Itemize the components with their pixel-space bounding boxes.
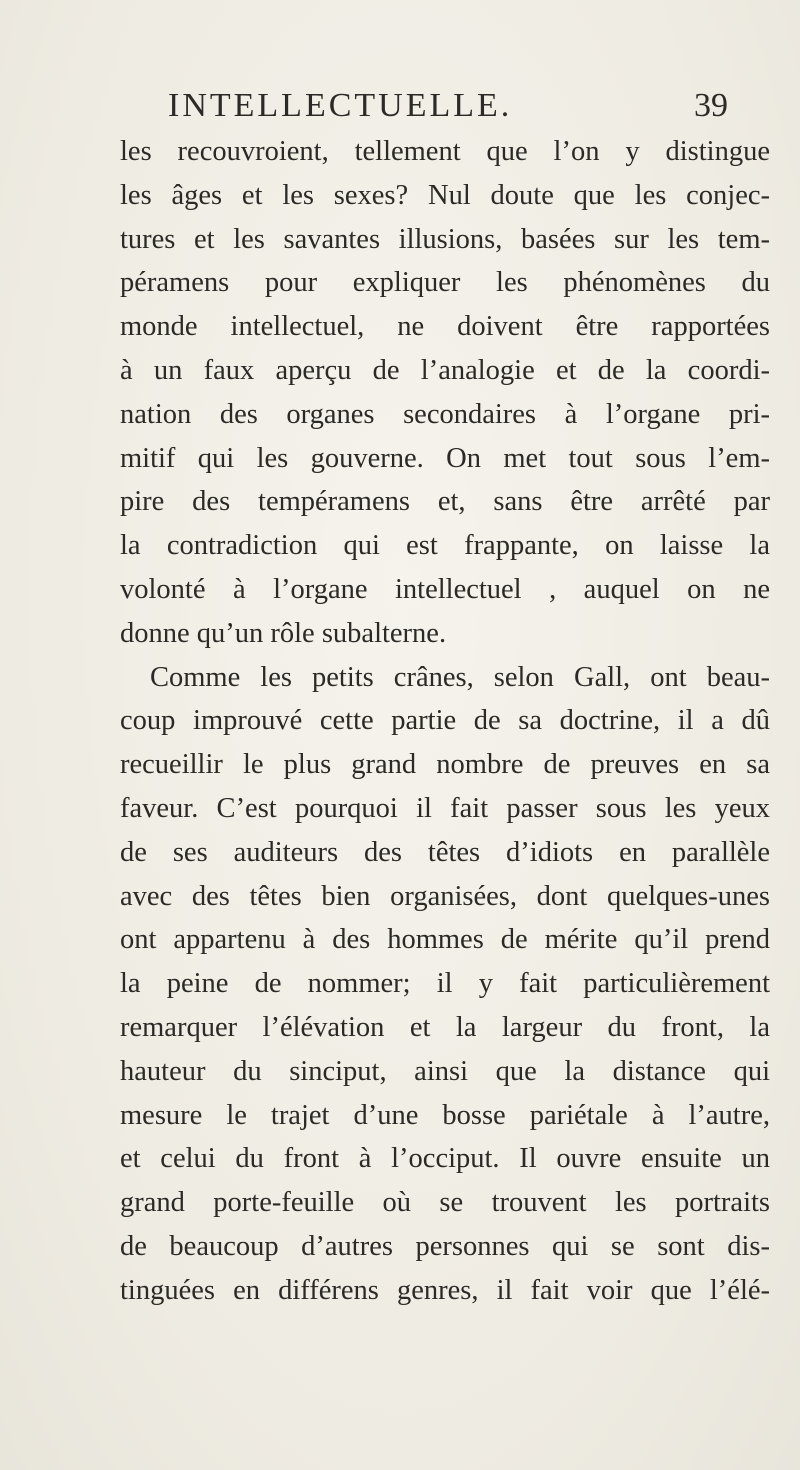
- text-line: tinguées en différens genres, il fait voir que l’élé-: [120, 1274, 770, 1306]
- text-line: à un faux aperçu de l’analogie et de la coordi-: [120, 354, 770, 386]
- text-line: Comme les petits crânes, selon Gall, ont beau-: [150, 661, 770, 693]
- text-line: les âges et les sexes? Nul doute que les conjec-: [120, 179, 770, 211]
- text-line: la contradiction qui est frappante, on laisse la: [120, 530, 770, 562]
- text-line: monde intellectuel, ne doivent être rapportées: [120, 311, 770, 343]
- text-line: nation des organes secondaires à l’organe pri-: [120, 398, 770, 430]
- text-line: recueillir le plus grand nombre de preuves en sa: [120, 749, 770, 781]
- text-line: donne qu’un rôle subalterne.: [120, 617, 447, 649]
- text-line: et celui du front à l’occiput. Il ouvre ensuite un: [120, 1143, 770, 1175]
- text-line: mesure le trajet d’une bosse pariétale à l’autre,: [120, 1099, 770, 1131]
- running-title: INTELLECTUELLE.: [168, 87, 513, 124]
- text-line: avec des têtes bien organisées, dont quelques-unes: [120, 880, 770, 912]
- text-line: de ses auditeurs des têtes d’idiots en parallèle: [120, 836, 770, 868]
- text-line: péramens pour expliquer les phénomènes du: [120, 267, 770, 299]
- text-line: volonté à l’organe intellectuel , auquel on ne: [120, 573, 770, 605]
- text-line: coup improuvé cette partie de sa doctrine, il a dû: [120, 705, 770, 737]
- text-line: pire des tempéramens et, sans être arrêté par: [120, 486, 770, 518]
- text-line: les recouvroient, tellement que l’on y distingue: [120, 136, 770, 167]
- text-line: tures et les savantes illusions, basées sur les tem-: [120, 223, 770, 255]
- text-line: grand porte-feuille où se trouvent les portraits: [120, 1187, 770, 1219]
- text-line: remarquer l’élévation et la largeur du front, la: [120, 1011, 770, 1043]
- text-line: de beaucoup d’autres personnes qui se sont dis-: [120, 1230, 770, 1262]
- body-text: [120, 130, 770, 1313]
- page-number: 39: [694, 87, 728, 124]
- text-line: ont appartenu à des hommes de mérite qu’il prend: [120, 924, 770, 956]
- running-head: [168, 86, 728, 126]
- text-line: faveur. C’est pourquoi il fait passer sous les yeux: [120, 792, 770, 824]
- text-line: mitif qui les gouverne. On met tout sous l’em-: [120, 442, 770, 474]
- text-line: la peine de nommer; il y fait particulièrement: [120, 968, 770, 1000]
- text-line: hauteur du sinciput, ainsi que la distance qui: [120, 1055, 770, 1087]
